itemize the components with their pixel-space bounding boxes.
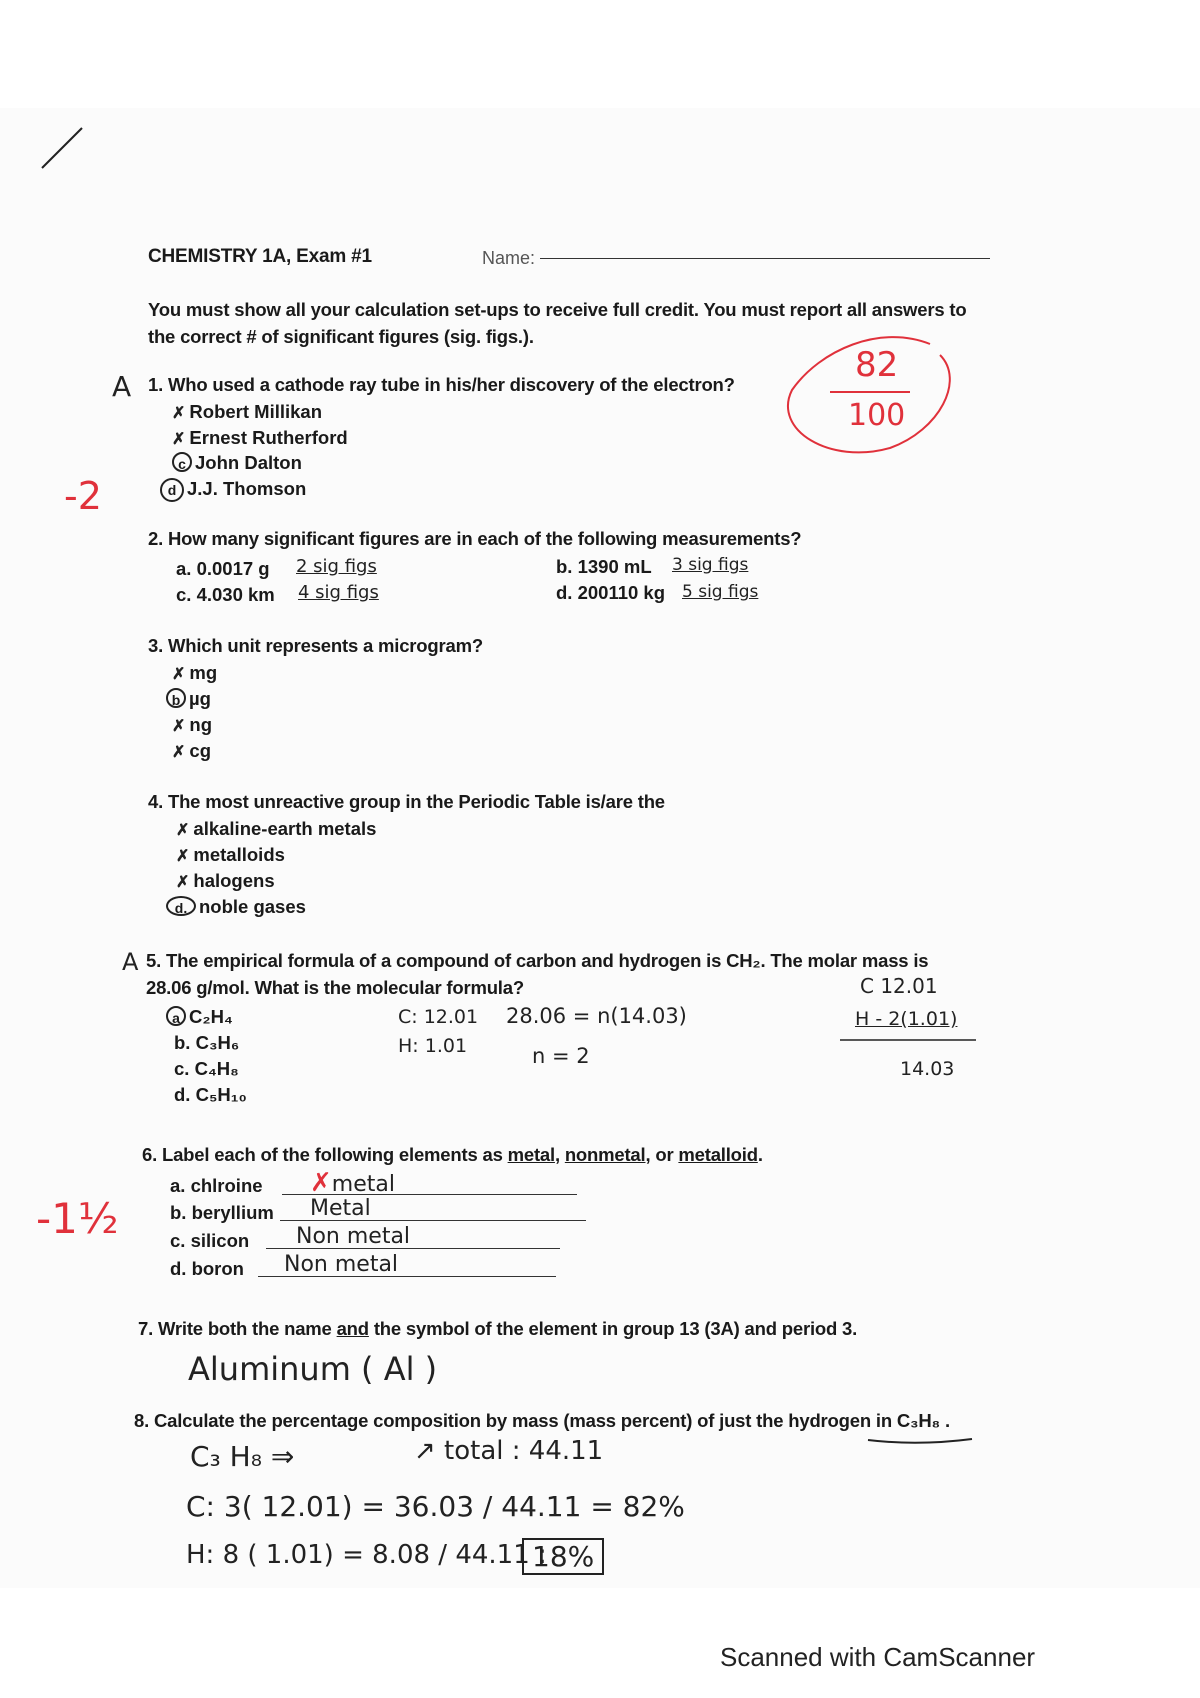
q3-option-d: ✗ cg bbox=[172, 740, 211, 761]
q1-question: 1. Who used a cathode ray tube in his/her discovery of the electron? bbox=[148, 374, 735, 395]
q5-option-b: b. C₃H₆ bbox=[174, 1032, 240, 1053]
score-numerator: 82 bbox=[855, 345, 899, 385]
q6-item-c-label: c. silicon bbox=[170, 1230, 250, 1251]
q2-item-d-label: d. 200110 kg bbox=[556, 582, 666, 603]
q1-option-b: ✗ Ernest Rutherford bbox=[172, 427, 348, 448]
q5-work-eq: 28.06 = n(14.03) bbox=[506, 1004, 687, 1028]
q6-item-d-label: d. boron bbox=[170, 1258, 244, 1279]
q5-option-d: d. C₅H₁₀ bbox=[174, 1084, 247, 1105]
q6-item-d-answer: Non metal bbox=[284, 1252, 399, 1277]
q5-option-c: c. C₄H₈ bbox=[174, 1058, 239, 1079]
q2-item-c-label: c. 4.030 km bbox=[176, 584, 275, 605]
q8-answer-box: 18% bbox=[522, 1538, 604, 1575]
q8-work-total: ↗ total : 44.11 bbox=[414, 1436, 604, 1466]
q6-item-b-label: b. beryllium bbox=[170, 1202, 274, 1223]
name-label: Name: bbox=[482, 248, 536, 268]
q8-work-l1: C₃ H₈ ⇒ bbox=[190, 1440, 295, 1473]
q2-item-b-answer: 3 sig figs bbox=[672, 555, 749, 575]
q4-option-c: ✗ halogens bbox=[176, 870, 275, 891]
q5-work-c: C: 12.01 bbox=[398, 1006, 479, 1028]
q6-question: 6. Label each of the following elements as metal, nonmetal, or metalloid. bbox=[142, 1144, 763, 1165]
q5-question-line1: 5. The empirical formula of a compound of carbon and hydrogen is CH₂. The molar mass is bbox=[146, 950, 929, 971]
q4-option-a: ✗ alkaline-earth metals bbox=[176, 818, 377, 839]
q5-option-a: a C₂H₄ bbox=[166, 1006, 233, 1028]
q5-question-line2: 28.06 g/mol. What is the molecular formula? bbox=[146, 977, 524, 998]
q1-option-c: c John Dalton bbox=[172, 452, 302, 474]
instructions: You must show all your calculation set-ups to receive full credit. You must report all answers to the correct # of significant figures (sig. figs.). bbox=[148, 299, 967, 347]
q6-item-c-answer: Non metal bbox=[296, 1224, 411, 1249]
q2-item-d-answer: 5 sig figs bbox=[682, 582, 759, 602]
q2-question: 2. How many significant figures are in each of the following measurements? bbox=[148, 528, 802, 549]
q1-deduction: -2 bbox=[64, 474, 102, 518]
q6-item-a-label: a. chlroine bbox=[170, 1175, 263, 1196]
q2-item-b-label: b. 1390 mL bbox=[556, 556, 652, 577]
q3-option-a: ✗ mg bbox=[172, 662, 218, 683]
q5-work-n: n = 2 bbox=[532, 1044, 590, 1068]
q2-item-a-answer: 2 sig figs bbox=[296, 556, 377, 577]
q3-option-c: ✗ ng bbox=[172, 714, 213, 735]
q8-work-l3: H: 8 ( 1.01) = 8.08 / 44.11 : bbox=[186, 1540, 547, 1570]
score-denominator: 100 bbox=[848, 398, 906, 433]
q3-option-b: b µg bbox=[166, 688, 211, 710]
exam-title: CHEMISTRY 1A, Exam #1 bbox=[148, 246, 372, 267]
q4-question: 4. The most unreactive group in the Periodic Table is/are the bbox=[148, 791, 665, 812]
q5-work-right-total: 14.03 bbox=[900, 1058, 955, 1080]
name-line bbox=[540, 258, 990, 259]
q1-mark: A bbox=[112, 370, 132, 403]
q2-item-a-label: a. 0.0017 g bbox=[176, 558, 270, 579]
q4-option-b: ✗ metalloids bbox=[176, 844, 285, 865]
q1-option-a: ✗ Robert Millikan bbox=[172, 401, 323, 422]
q4-option-d: d. noble gases bbox=[166, 896, 306, 918]
q7-answer: Aluminum ( Al ) bbox=[188, 1350, 438, 1388]
q6-item-b-answer: Metal bbox=[310, 1196, 371, 1221]
q5-sum-line bbox=[840, 1036, 980, 1046]
q5-work-right-c: C 12.01 bbox=[860, 974, 938, 998]
q1-option-d: d J.J. Thomson bbox=[160, 478, 306, 502]
q5-mark: A bbox=[122, 948, 139, 976]
q2-item-c-answer: 4 sig figs bbox=[298, 582, 379, 603]
q8-question: 8. Calculate the percentage composition by mass (mass percent) of just the hydrogen in C₃H₈ . bbox=[134, 1410, 950, 1431]
q7-question: 7. Write both the name and the symbol of the element in group 13 (3A) and period 3. bbox=[138, 1318, 858, 1339]
scanner-watermark: Scanned with CamScanner bbox=[720, 1642, 1036, 1672]
q8-work-l2: C: 3( 12.01) = 36.03 / 44.11 = 82% bbox=[186, 1490, 685, 1523]
q5-work-right-h: H - 2(1.01) bbox=[855, 1008, 958, 1030]
q6-item-a-answer: ✗metal bbox=[310, 1168, 395, 1198]
q3-question: 3. Which unit represents a microgram? bbox=[148, 635, 483, 656]
q5-work-h: H: 1.01 bbox=[398, 1035, 468, 1057]
q6-deduction: -1½ bbox=[36, 1194, 119, 1243]
q8-hydrogen-underline bbox=[868, 1436, 978, 1448]
pen-stroke-mark bbox=[40, 120, 90, 180]
